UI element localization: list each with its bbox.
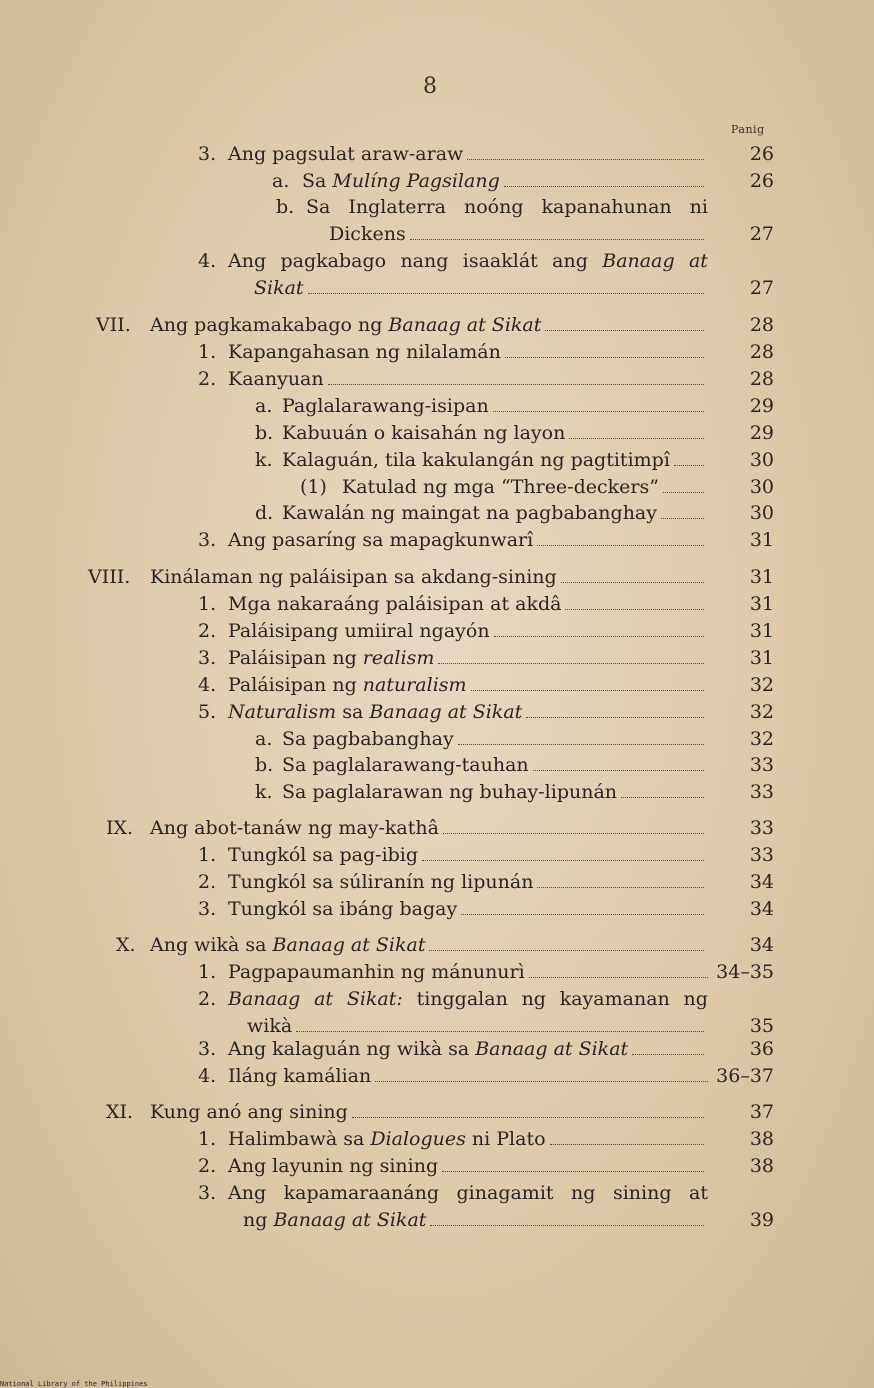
toc-entry bbox=[150, 815, 708, 841]
toc-entry-number: 4. bbox=[198, 674, 217, 696]
toc-page-number: 36 bbox=[749, 1038, 774, 1060]
toc-entry-number: 3. bbox=[198, 647, 217, 669]
toc-entry-italic: Naturalism bbox=[228, 701, 337, 723]
leader-dots bbox=[458, 726, 704, 745]
leader-dots bbox=[621, 779, 704, 798]
leader-dots bbox=[467, 141, 704, 160]
toc-word: ang bbox=[552, 250, 588, 272]
toc-entry-number: 2. bbox=[198, 988, 217, 1010]
toc-entry-number: 3. bbox=[198, 898, 217, 920]
toc-entry-number: (1) bbox=[300, 476, 327, 498]
toc-entry-number: 2. bbox=[198, 871, 217, 893]
toc-word: isaaklát bbox=[462, 250, 538, 272]
toc-page-number: 34 bbox=[749, 934, 774, 956]
toc-entry bbox=[228, 699, 708, 725]
page-number: 8 bbox=[423, 74, 437, 99]
toc-entry bbox=[282, 393, 708, 419]
toc-page-number: 31 bbox=[749, 529, 774, 551]
toc-entry bbox=[150, 312, 708, 338]
leader-dots bbox=[663, 474, 704, 493]
toc-entry-text: Mga nakaraáng paláisipan at akdâ bbox=[228, 593, 562, 615]
toc-entry-number: 5. bbox=[198, 701, 217, 723]
toc-entry-italic: Sikat bbox=[254, 277, 304, 299]
toc-entry bbox=[342, 474, 708, 500]
toc-page-number: 26 bbox=[749, 170, 774, 192]
toc-entry-number: 3. bbox=[198, 1038, 217, 1060]
toc-entry-italic: Banaag at Sikat bbox=[272, 934, 426, 956]
toc-page-number: 30 bbox=[749, 502, 774, 524]
toc-entry bbox=[282, 447, 708, 473]
toc-entry bbox=[228, 1063, 712, 1089]
toc-entry-text: Ang layunin ng sining bbox=[228, 1155, 439, 1177]
toc-entry-text: Tungkól sa súliranín ng lipunán bbox=[228, 871, 534, 893]
toc-entry-number: X. bbox=[116, 934, 136, 956]
toc-page-number: 33 bbox=[749, 844, 774, 866]
toc-entry-number: 1. bbox=[198, 593, 217, 615]
toc-entry-italic: naturalism bbox=[362, 674, 467, 696]
toc-entry-number: XI. bbox=[106, 1101, 134, 1123]
toc-entry-number: a. bbox=[272, 170, 290, 192]
toc-word: Sikat: bbox=[346, 988, 403, 1010]
toc-entry-number: 1. bbox=[198, 1128, 217, 1150]
toc-entry-italic: Dialogues bbox=[370, 1128, 466, 1150]
toc-page-number: 33 bbox=[749, 781, 774, 803]
toc-entry-text: Ang kalaguán ng wikà sa bbox=[228, 1038, 470, 1060]
toc-entry bbox=[282, 726, 708, 752]
toc-entry bbox=[254, 275, 708, 301]
toc-entry-number: b. bbox=[255, 754, 274, 776]
toc-page-number: 31 bbox=[749, 566, 774, 588]
toc-entry-text: Kaanyuan bbox=[228, 368, 324, 390]
toc-word: ni bbox=[689, 196, 708, 218]
toc-entry-number: 2. bbox=[198, 1155, 217, 1177]
leader-dots bbox=[471, 672, 704, 691]
toc-entry-italic: Banaag at Sikat bbox=[475, 1038, 629, 1060]
toc-entry bbox=[228, 1126, 708, 1152]
leader-dots bbox=[461, 896, 704, 915]
toc-entry bbox=[282, 500, 708, 526]
toc-entry-italic: Banaag at Sikat bbox=[273, 1209, 427, 1231]
toc-word: ginagamit bbox=[456, 1182, 554, 1204]
toc-entry-text: Kalaguán, tila kakulangán ng pagtitimpî bbox=[282, 449, 670, 471]
toc-word: sining bbox=[612, 1182, 672, 1204]
toc-entry-text: Kapangahasan ng nilalamán bbox=[228, 341, 501, 363]
toc-entry bbox=[228, 1036, 708, 1062]
leader-dots bbox=[308, 275, 704, 294]
toc-entry-number: IX. bbox=[106, 817, 134, 839]
toc-entry-text: Iláng kamálian bbox=[228, 1065, 372, 1087]
toc-entry bbox=[228, 959, 712, 985]
toc-entry-text: Paláisipang umiiral ngayón bbox=[228, 620, 490, 642]
toc-entry-number: b. bbox=[255, 422, 274, 444]
toc-entry-text: ng bbox=[243, 1209, 268, 1231]
leader-dots bbox=[537, 869, 704, 888]
toc-page-number: 34–35 bbox=[716, 961, 774, 983]
toc-word: at bbox=[314, 988, 334, 1010]
toc-entry-text: Kung anó ang sining bbox=[150, 1101, 348, 1123]
toc-entry-number: k. bbox=[255, 449, 273, 471]
toc-entry bbox=[228, 248, 708, 274]
toc-entry bbox=[228, 618, 708, 644]
toc-page-number: 34 bbox=[749, 871, 774, 893]
toc-entry-number: d. bbox=[255, 502, 274, 524]
toc-entry-text: Ang abot-tanáw ng may-kathâ bbox=[150, 817, 439, 839]
leader-dots bbox=[533, 752, 704, 771]
toc-word: noóng bbox=[464, 196, 524, 218]
toc-word: ng bbox=[571, 1182, 596, 1204]
toc-page-number: 28 bbox=[749, 368, 774, 390]
leader-dots bbox=[410, 221, 704, 240]
leader-dots bbox=[661, 500, 704, 519]
leader-dots bbox=[565, 591, 704, 610]
toc-page-number: 31 bbox=[749, 620, 774, 642]
toc-entry bbox=[228, 986, 708, 1012]
leader-dots bbox=[494, 618, 704, 637]
toc-entry-text: Paglalarawang-isipan bbox=[282, 395, 489, 417]
leader-dots bbox=[632, 1036, 704, 1055]
toc-word: Ang bbox=[228, 250, 267, 272]
toc-entry-text: Sa pagbabanghay bbox=[282, 728, 454, 750]
toc-entry bbox=[329, 221, 708, 247]
toc-entry bbox=[150, 932, 708, 958]
toc-word: Inglaterra bbox=[348, 196, 447, 218]
toc-entry-text: wikà bbox=[247, 1015, 293, 1037]
leader-dots bbox=[375, 1063, 708, 1082]
toc-entry bbox=[302, 168, 708, 194]
toc-entry bbox=[228, 896, 708, 922]
toc-entry-text: Sa paglalarawang-tauhan bbox=[282, 754, 529, 776]
toc-word: at bbox=[688, 250, 708, 272]
leader-dots bbox=[328, 366, 704, 385]
leader-dots bbox=[296, 1013, 704, 1032]
toc-word: tinggalan bbox=[416, 988, 508, 1010]
toc-page-number: 36–37 bbox=[716, 1065, 774, 1087]
toc-entry-text: Tungkól sa ibáng bagay bbox=[228, 898, 458, 920]
leader-dots bbox=[352, 1099, 704, 1118]
toc-word: nang bbox=[400, 250, 449, 272]
leader-dots bbox=[443, 815, 704, 834]
toc-page-number: 33 bbox=[749, 754, 774, 776]
toc-entry-text: Kabuuán o kaisahán ng layon bbox=[282, 422, 566, 444]
toc-entry-text: ni Plato bbox=[471, 1128, 546, 1150]
toc-page-number: 28 bbox=[749, 314, 774, 336]
toc-entry-number: 3. bbox=[198, 143, 217, 165]
toc-page-number: 27 bbox=[749, 277, 774, 299]
toc-entry-number: a. bbox=[255, 395, 273, 417]
toc-page-number: 32 bbox=[749, 674, 774, 696]
toc-entry bbox=[150, 564, 708, 590]
toc-entry-number: k. bbox=[255, 781, 273, 803]
toc-page-number: 38 bbox=[749, 1128, 774, 1150]
toc-page-number: 37 bbox=[749, 1101, 774, 1123]
toc-entry-text: Kawalán ng maingat na pagbabanghay bbox=[282, 502, 657, 524]
toc-word: Banaag bbox=[228, 988, 301, 1010]
toc-word: at bbox=[689, 1182, 708, 1204]
toc-entry-text: Katulad ng mga “Three-deckers” bbox=[342, 476, 659, 498]
toc-entry-text: Paláisipan ng bbox=[228, 647, 357, 669]
toc-entry-text: Paláisipan ng bbox=[228, 674, 357, 696]
toc-page-number: 33 bbox=[749, 817, 774, 839]
toc-page-number: 31 bbox=[749, 593, 774, 615]
toc-word: Ang bbox=[228, 1182, 267, 1204]
toc-entry-number: 4. bbox=[198, 250, 217, 272]
toc-entry-text: Pagpapaumanhin ng mánunurì bbox=[228, 961, 525, 983]
toc-entry-text: Sa bbox=[302, 170, 327, 192]
toc-entry-number: VIII. bbox=[88, 566, 131, 588]
toc-entry-text: Tungkól sa pag-ibig bbox=[228, 844, 419, 866]
toc-entry-italic: Banaag at Sikat bbox=[388, 314, 542, 336]
toc-entry bbox=[228, 527, 708, 553]
toc-entry bbox=[228, 842, 708, 868]
toc-entry bbox=[282, 420, 708, 446]
leader-dots bbox=[545, 312, 704, 331]
toc-entry bbox=[228, 1153, 708, 1179]
toc-entry-text: Sa paglalarawan ng buhay-lipunán bbox=[282, 781, 618, 803]
toc-entry-text: Dickens bbox=[329, 223, 406, 245]
leader-dots bbox=[422, 842, 704, 861]
toc-entry bbox=[228, 869, 708, 895]
toc-entry bbox=[282, 752, 708, 778]
toc-page-number: 30 bbox=[749, 449, 774, 471]
toc-word: kapamaraanáng bbox=[283, 1182, 440, 1204]
leader-dots bbox=[569, 420, 704, 439]
toc-entry-number: a. bbox=[255, 728, 273, 750]
toc-entry-text: Ang pagkamakabago ng bbox=[150, 314, 383, 336]
toc-entry-number: 3. bbox=[198, 1182, 217, 1204]
toc-page-number: 31 bbox=[749, 647, 774, 669]
toc-word: kayamanan bbox=[559, 988, 670, 1010]
toc-page-number: 29 bbox=[749, 422, 774, 444]
column-header-panig: Panig bbox=[731, 123, 765, 136]
toc-entry-number: 3. bbox=[198, 529, 217, 551]
toc-entry-number: VII. bbox=[96, 314, 131, 336]
toc-entry-number: b. bbox=[276, 196, 295, 218]
toc-page-number: 35 bbox=[749, 1015, 774, 1037]
toc-word: Sa bbox=[306, 196, 331, 218]
toc-entry-text: Ang wikà sa bbox=[150, 934, 267, 956]
leader-dots bbox=[505, 339, 704, 358]
toc-entry bbox=[150, 1099, 708, 1125]
toc-entry bbox=[306, 194, 708, 220]
library-watermark: National Library of the Philippines bbox=[0, 1380, 148, 1388]
leader-dots bbox=[438, 645, 704, 664]
toc-page-number: 32 bbox=[749, 728, 774, 750]
toc-entry-italic: Banaag at Sikat bbox=[369, 701, 523, 723]
toc-page-number: 30 bbox=[749, 476, 774, 498]
toc-entry bbox=[282, 779, 708, 805]
toc-entry-number: 2. bbox=[198, 368, 217, 390]
leader-dots bbox=[429, 932, 704, 951]
toc-entry-text: Kinálaman ng paláisipan sa akdang-sining bbox=[150, 566, 557, 588]
leader-dots bbox=[430, 1207, 704, 1226]
toc-entry bbox=[243, 1207, 708, 1233]
leader-dots bbox=[493, 393, 704, 412]
toc-entry-number: 2. bbox=[198, 620, 217, 642]
leader-dots bbox=[504, 168, 704, 187]
toc-entry-text: Ang pagsulat araw-araw bbox=[228, 143, 464, 165]
toc-word: kapanahunan bbox=[541, 196, 672, 218]
toc-entry-italic: realism bbox=[362, 647, 435, 669]
toc-page-number: 27 bbox=[749, 223, 774, 245]
toc-entry bbox=[228, 591, 708, 617]
toc-page-number: 38 bbox=[749, 1155, 774, 1177]
toc-entry-number: 1. bbox=[198, 341, 217, 363]
toc-entry-number: 4. bbox=[198, 1065, 217, 1087]
toc-word: ng bbox=[521, 988, 546, 1010]
leader-dots bbox=[550, 1126, 704, 1145]
toc-page-number: 39 bbox=[749, 1209, 774, 1231]
toc-page-number: 29 bbox=[749, 395, 774, 417]
toc-word: ng bbox=[683, 988, 708, 1010]
toc-entry-italic: Mulíng Pagsilang bbox=[332, 170, 500, 192]
toc-entry bbox=[228, 645, 708, 671]
leader-dots bbox=[442, 1153, 704, 1172]
toc-entry bbox=[228, 339, 708, 365]
toc-entry-number: 1. bbox=[198, 961, 217, 983]
toc-entry bbox=[228, 366, 708, 392]
toc-page-number: 28 bbox=[749, 341, 774, 363]
toc-word: pagkabago bbox=[280, 250, 387, 272]
toc-entry bbox=[228, 1180, 708, 1206]
toc-entry-text: Halimbawà sa bbox=[228, 1128, 365, 1150]
toc-entry bbox=[228, 141, 708, 167]
toc-entry bbox=[228, 672, 708, 698]
toc-entry-text: sa bbox=[342, 701, 364, 723]
leader-dots bbox=[561, 564, 704, 583]
toc-entry-text: Ang pasaríng sa mapagkunwarî bbox=[228, 529, 534, 551]
leader-dots bbox=[526, 699, 704, 718]
leader-dots bbox=[529, 959, 708, 978]
toc-page-number: 26 bbox=[749, 143, 774, 165]
toc-page-number: 32 bbox=[749, 701, 774, 723]
leader-dots bbox=[674, 447, 704, 466]
toc-word: Banaag bbox=[602, 250, 675, 272]
leader-dots bbox=[537, 527, 704, 546]
toc-entry-number: 1. bbox=[198, 844, 217, 866]
toc-page-number: 34 bbox=[749, 898, 774, 920]
